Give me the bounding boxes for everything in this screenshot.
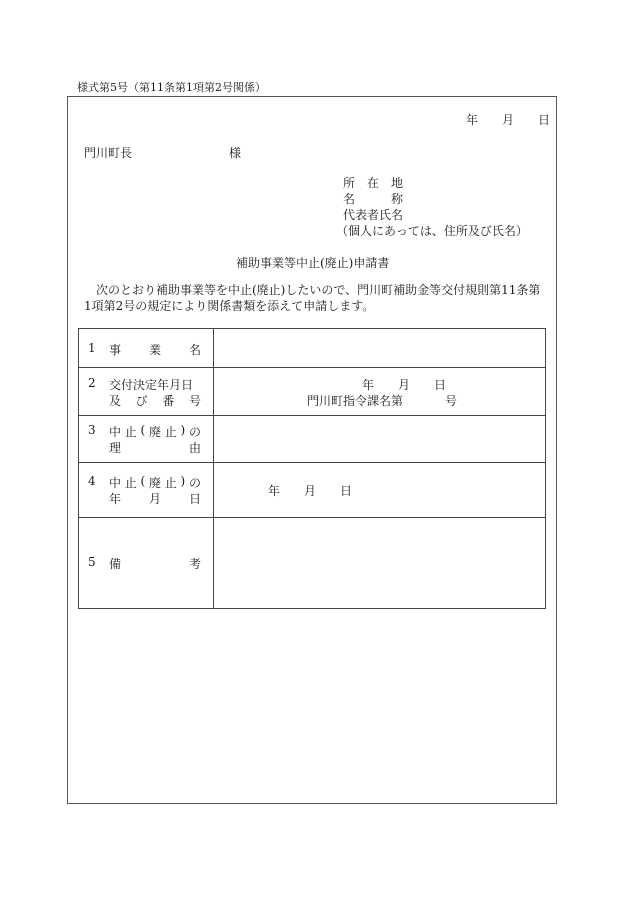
- document-title: 補助事業等中止(廃止)申請書: [236, 256, 390, 270]
- date-month: 月: [501, 113, 514, 127]
- date-year: 年: [466, 113, 479, 127]
- application-table: [78, 328, 546, 609]
- row-label-remarks: 5 備 考: [79, 518, 214, 609]
- table-row: [79, 518, 546, 609]
- stop-date-value[interactable]: 年 月 日: [214, 463, 546, 518]
- table-row: [79, 416, 546, 463]
- applicant-name-label: 名 称: [343, 192, 403, 206]
- date-day: 日: [537, 113, 550, 127]
- table-row: [79, 329, 546, 368]
- order-number-prefix: 門川町指令課名第: [307, 394, 404, 408]
- reason-value[interactable]: [214, 416, 546, 463]
- applicant-note: （個人にあっては、住所及び氏名）: [336, 224, 528, 238]
- row-label-stop-date: 4 中 止 ( 廃 止 ) の 年 月 日: [79, 463, 214, 518]
- row-label-decision-date: 2 交付決定年月日 及 び 番 号: [79, 368, 214, 416]
- applicant-representative-label: 代表者氏名: [343, 208, 404, 222]
- date-line: [466, 112, 550, 128]
- table-row: [79, 463, 546, 518]
- project-name-value[interactable]: [214, 329, 546, 368]
- applicant-address-label: 所 在 地: [343, 176, 403, 190]
- body-text-line2: 1項第2号の規定により関係書類を添えて申請します。: [84, 299, 375, 313]
- body-text-line1: 次のとおり補助事業等を中止(廃止)したいので、門川町補助金等交付規則第11条第: [96, 283, 541, 297]
- addressee-honorific: 様: [229, 146, 242, 160]
- row-label-reason: 3 中 止 ( 廃 止 ) の 理 由: [79, 416, 214, 463]
- table-row: [79, 368, 546, 416]
- order-number-suffix: 号: [444, 394, 457, 408]
- decision-date-value[interactable]: 年 月 日 門川町指令課名第 号: [214, 368, 546, 416]
- row-label-project-name: 1 事 業 名: [79, 329, 214, 368]
- addressee-name: 門川町長: [84, 146, 133, 160]
- form-number: 様式第5号（第11条第1項第2号関係）: [77, 81, 266, 94]
- remarks-value[interactable]: [214, 518, 546, 609]
